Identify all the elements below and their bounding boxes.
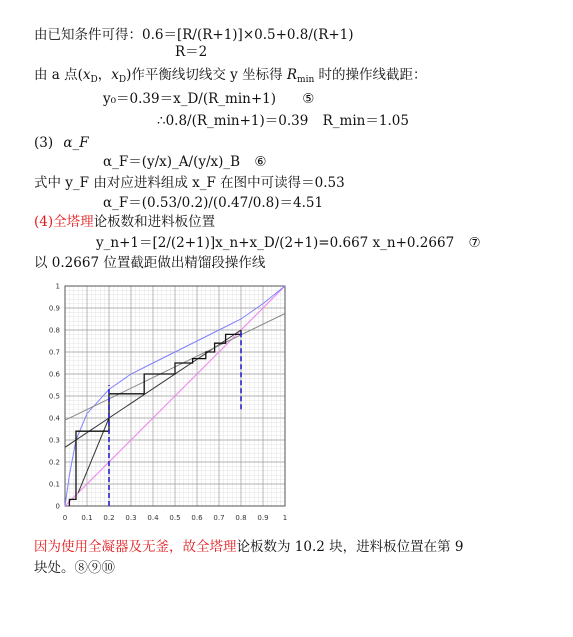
equation: y_n+1＝[2/(2+1)]x_n+x_D/(2+1)=0.667 x_n+0.2667 — [96, 235, 455, 251]
x-tick-label: 0.9 — [257, 514, 269, 522]
text: 论板数为 10.2 块，进料板位置在第 9 — [236, 539, 464, 555]
y-tick-label: 0.8 — [48, 326, 60, 335]
line-operating-eq — [96, 235, 481, 251]
equation-marker: ⑤ — [302, 91, 315, 107]
equation: R＝2 — [175, 44, 208, 60]
line-alpha-def — [103, 154, 267, 170]
highlighted-text: (4)全塔理 — [34, 214, 94, 230]
y-tick-label: 0.2 — [48, 458, 60, 467]
x-tick-label: 0.1 — [81, 514, 93, 522]
line-section-3 — [34, 135, 89, 151]
equation-marker: ⑥ — [254, 154, 267, 170]
x-tick-label: 0.6 — [191, 514, 203, 522]
symbol: α_F — [63, 135, 89, 151]
y-tick-label: 0.4 — [48, 414, 60, 423]
line-conclusion — [34, 539, 464, 555]
y-tick-label: 0.9 — [48, 304, 60, 313]
line-conclusion-end — [34, 560, 115, 576]
line-equation-R — [34, 27, 354, 43]
x-tick-label: 0.7 — [213, 514, 225, 522]
equation: y₀＝0.39＝x_D/(R_min+1) — [103, 91, 276, 107]
equation-result: R_min＝1.05 — [322, 113, 409, 129]
line-yF — [34, 175, 345, 191]
line-alpha-value — [103, 195, 323, 211]
line-Rmin — [157, 113, 409, 129]
mccabe-thiele-chart — [40, 278, 300, 534]
y-tick-label: 0.5 — [48, 392, 60, 401]
y-tick-label: 0.6 — [48, 370, 60, 379]
x-tick-label: 0.2 — [103, 514, 115, 522]
text: 块处。⑧⑨⑩ — [34, 560, 115, 576]
section-number: (3) — [34, 135, 54, 151]
text: )作平衡线切线交 y 坐标得 — [126, 67, 287, 83]
line-section-4 — [34, 214, 215, 230]
y-tick-label: 0.7 — [48, 348, 60, 357]
text: 时的操作线截距： — [314, 67, 427, 83]
equation: α_F＝(0.53/0.2)/(0.47/0.8)＝4.51 — [103, 195, 324, 211]
y-tick-label: 1 — [55, 282, 60, 291]
highlighted-text: 因为使用全凝器及无釜，故全塔理 — [34, 539, 237, 555]
line-intercept — [34, 255, 265, 271]
text: 由 a 点( — [34, 67, 83, 83]
text: 以 0.2667 位置截距做出精馏段操作线 — [34, 255, 266, 271]
y-tick-label: 0 — [55, 502, 60, 511]
equation: 0.6＝[R/(R+1)]×0.5+0.8/(R+1) — [142, 27, 354, 43]
equation: ∴0.8/(R_min+1)＝0.39 — [157, 113, 309, 129]
x-tick-label: 1 — [282, 514, 288, 522]
text: 式中 y_F 由对应进料组成 x_F 在图中可读得＝0.53 — [34, 175, 345, 191]
equation: α_F＝(y/x)_A/(y/x)_B — [103, 154, 241, 170]
x-tick-label: 0.5 — [169, 514, 181, 522]
x-tick-label: 0.3 — [125, 514, 137, 522]
equation-marker: ⑦ — [468, 235, 481, 251]
line-R-result — [175, 44, 207, 60]
text-prefix: 由已知条件可得： — [34, 27, 142, 43]
line-a-point: 由 a 点($x_D$，$x_D$)作平衡线切线交 y 坐标得 $R_{min}$ 时的操作线截距： — [34, 67, 427, 85]
x-tick-label: 0.8 — [235, 514, 247, 522]
text: 论板数和进料板位置 — [93, 214, 216, 230]
y-tick-label: 0.1 — [48, 480, 60, 489]
y-tick-label: 0.3 — [48, 436, 60, 445]
x-tick-label: 0.4 — [147, 514, 159, 522]
line-y0 — [103, 91, 314, 107]
x-tick-label: 0 — [62, 514, 68, 522]
